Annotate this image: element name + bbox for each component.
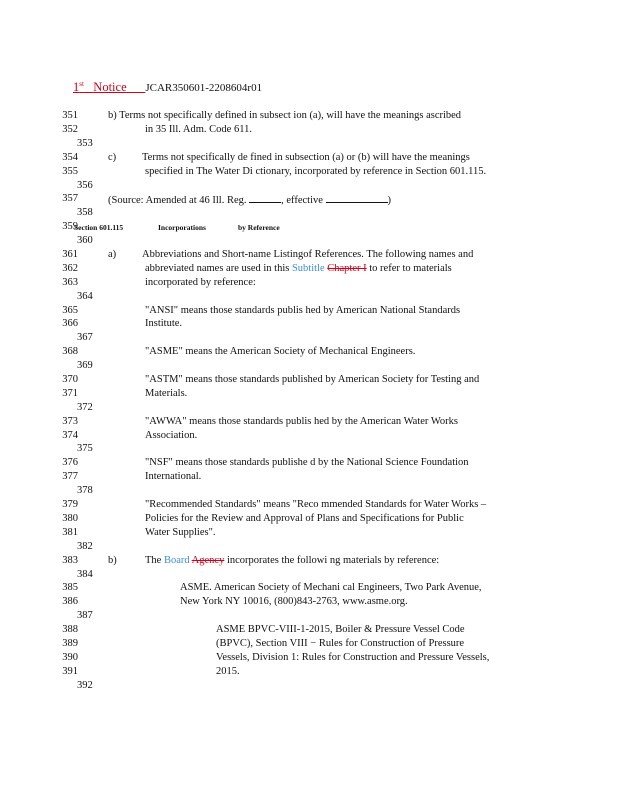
ansi-definition-line2: Institute. [145,318,183,329]
notice-label: 1st Notice [73,80,127,95]
subsection-a-line2 [145,262,452,275]
reg-blank [249,192,281,203]
bpvc-reference-line4: 2015. [216,666,240,677]
bpvc-reference-line1: ASME BPVC-VIII-1-2015, Boiler & Pressure Vessel Code [216,624,465,635]
line-number: 388 [62,624,78,635]
astm-definition-line1: "ASTM" means those standards published by American Society for Testing and [145,374,480,385]
bpvc-reference-line3: Vessels, Division 1: Rules for Construction and Pressure Vessels, [216,652,490,663]
source-close: ) [387,195,392,206]
source-note [108,192,391,207]
line-number: 357 [62,193,78,204]
document-id: JCAR350601-2208604r01 [145,82,263,95]
line-number: 368 [62,346,78,357]
subsection-a-label: a) [108,249,117,260]
line-number: 383 [62,555,78,566]
source-effective: , effective [281,195,323,206]
line-number: 364 [77,291,93,302]
a-line2-text: abbreviated names are used in this [145,263,290,274]
line-number: 387 [77,610,93,621]
line-number: 353 [77,138,93,149]
deleted-text: Chapter I [327,263,367,274]
date-blank [326,192,388,203]
subsection-b2-line [145,554,439,567]
line-number: 354 [62,152,78,163]
line-number: 359 [62,221,78,232]
line-number: 390 [62,652,78,663]
line-number: 356 [77,180,93,191]
line-number: 376 [62,457,78,468]
ansi-definition-line1: "ANSI" means those standards publis hed by American National Standards [145,305,461,316]
line-number: 377 [62,471,78,482]
line-number: 362 [62,263,78,274]
section-title: Incorporations [158,223,206,232]
line-number: 391 [62,666,78,677]
line-number: 386 [62,596,78,607]
subsection-a-line3: incorporated by reference: [145,277,256,288]
subsection-a-line1: Abbreviations and Short-name Listingof References. The following names and [142,249,474,260]
line-number: 358 [77,207,93,218]
subsection-b-line2: in 35 Ill. Adm. Code 611. [145,124,252,135]
line-number: 370 [62,374,78,385]
section-by-reference: by Reference [238,223,280,232]
awwa-definition-line2: Association. [145,430,198,441]
line-number: 380 [62,513,78,524]
line-number: 381 [62,527,78,538]
inserted-text: Subtitle [291,263,325,274]
subsection-b2-label: b) [108,555,117,566]
line-number: 367 [77,332,93,343]
recommended-standards-line3: Water Supplies". [145,527,216,538]
line-number: 372 [77,402,93,413]
line-number: 366 [62,318,78,329]
line-number: 373 [62,416,78,427]
bpvc-reference-line2: (BPVC), Section VIII − Rules for Construction of Pressure [216,638,465,649]
nsf-definition-line2: International. [145,471,202,482]
astm-definition-line2: Materials. [145,388,188,399]
line-number: 361 [62,249,78,260]
line-number: 355 [62,166,78,177]
line-number: 360 [77,235,93,246]
section-number: Section 601.115 [74,223,124,232]
line-number: 385 [62,582,78,593]
line-number: 369 [77,360,93,371]
line-number: 363 [62,277,78,288]
asme-organization-line2: New York NY 10016, (800)843-2763, www.asme.org. [180,596,408,607]
line-number: 371 [62,388,78,399]
a-line2-tail: to refer to materials [369,263,452,274]
b2-tail: incorporates the followi ng materials by reference: [226,555,440,566]
asme-organization-line1: ASME. American Society of Mechani cal Engineers, Two Park Avenue, [180,582,482,593]
asme-definition: "ASME" means the American Society of Mechanical Engineers. [145,346,416,357]
recommended-standards-line2: Policies for the Review and Approval of Plans and Specifications for Public [145,513,464,524]
line-number: 384 [77,569,93,580]
line-number: 378 [77,485,93,496]
recommended-standards-line1: "Recommended Standards" means "Reco mmended Standards for Water Works – [145,499,487,510]
subsection-c-line2: specified in The Water Di ctionary, incorporated by reference in Section 601.115. [145,166,487,177]
inserted-text: Board [163,555,190,566]
b2-text: The [145,555,162,566]
line-number: 392 [77,680,93,691]
subsection-c-line1: Terms not specifically de fined in subsection (a) or (b) will have the meanings [142,152,470,163]
line-number: 389 [62,638,78,649]
source-text: (Source: Amended at 46 Ill. Reg. [108,195,247,206]
subsection-b-line1: b) Terms not specifically defined in subsect ion (a), will have the meanings ascribed [108,110,462,121]
nsf-definition-line1: "NSF" means those standards publishe d by the National Science Foundation [145,457,469,468]
subsection-c-label: c) [108,152,117,163]
line-number: 382 [77,541,93,552]
line-number: 365 [62,305,78,316]
line-number: 351 [62,110,78,121]
deleted-text: Agency [191,555,225,566]
line-number: 375 [77,443,93,454]
awwa-definition-line1: "AWWA" means those standards publis hed by the American Water Works [145,416,459,427]
line-number: 379 [62,499,78,510]
line-number: 352 [62,124,78,135]
line-number: 374 [62,430,78,441]
notice-header [73,78,262,95]
